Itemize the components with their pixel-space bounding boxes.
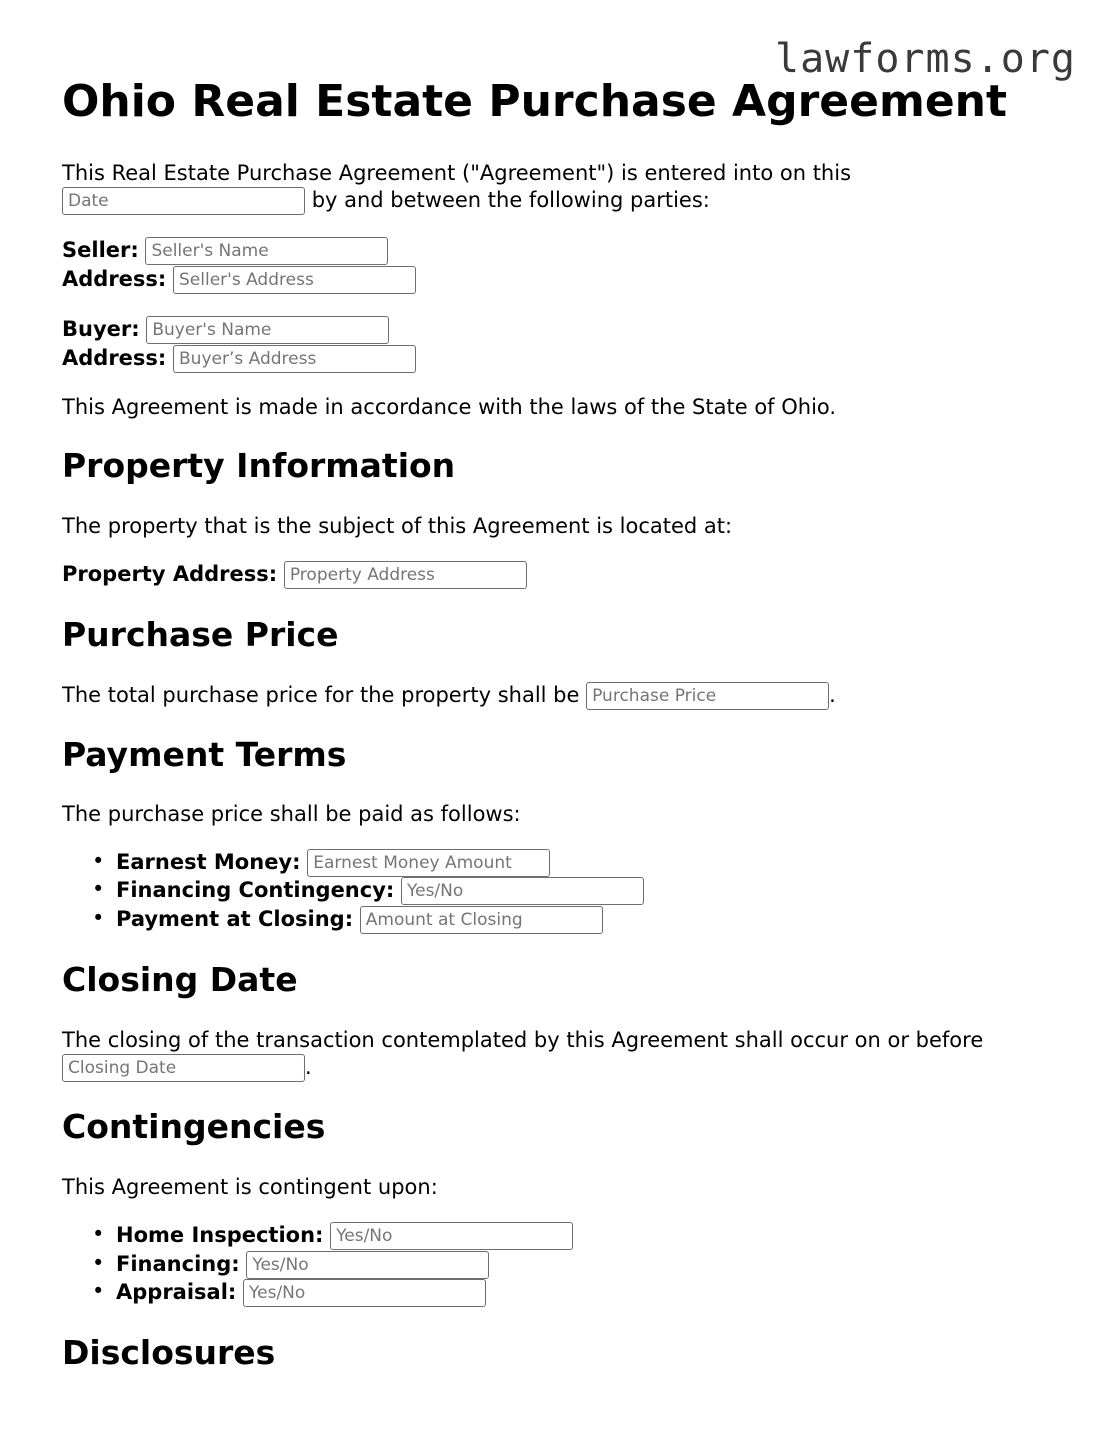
- financing-contingency-label: Financing Contingency:: [116, 878, 395, 902]
- contingency-item: [116, 1222, 573, 1250]
- financing-input[interactable]: [246, 1251, 489, 1279]
- bullet-icon: •: [92, 849, 105, 873]
- bullet-icon: •: [92, 906, 105, 930]
- closing-date-text: The closing of the transaction contemplated by this Agreement shall occur on or before: [62, 1028, 984, 1052]
- intro-date-row: [62, 187, 710, 215]
- closing-date-heading: Closing Date: [62, 960, 298, 999]
- buyer-label: Buyer:: [62, 317, 140, 341]
- earnest-money-input[interactable]: [307, 849, 550, 877]
- payment-item: [116, 906, 603, 934]
- seller-label: Seller:: [62, 238, 139, 262]
- contingency-item: [116, 1279, 486, 1307]
- seller-address-label: Address:: [62, 267, 167, 291]
- closing-date-input[interactable]: [62, 1054, 305, 1082]
- appraisal-label: Appraisal:: [116, 1280, 237, 1304]
- page-title: Ohio Real Estate Purchase Agreement: [62, 76, 1008, 127]
- payment-item: [116, 877, 644, 905]
- financing-contingency-input[interactable]: [401, 877, 644, 905]
- payment-terms-heading: Payment Terms: [62, 735, 347, 774]
- bullet-icon: •: [92, 1279, 105, 1303]
- appraisal-input[interactable]: [243, 1279, 486, 1307]
- property-heading: Property Information: [62, 446, 456, 485]
- home-inspection-input[interactable]: [330, 1222, 573, 1250]
- site-watermark: lawforms.org: [775, 36, 1076, 82]
- bullet-icon: •: [92, 1251, 105, 1275]
- purchase-price-text: The total purchase price for the property shall be: [62, 683, 580, 707]
- bullet-icon: •: [92, 1222, 105, 1246]
- contingencies-text: This Agreement is contingent upon:: [62, 1175, 438, 1199]
- buyer-address-input[interactable]: [173, 345, 416, 373]
- buyer-row: [62, 316, 389, 344]
- law-statement: This Agreement is made in accordance with the laws of the State of Ohio.: [62, 395, 837, 419]
- seller-name-input[interactable]: [145, 237, 388, 265]
- agreement-date-input[interactable]: [62, 187, 305, 215]
- purchase-price-input[interactable]: [586, 682, 829, 710]
- home-inspection-label: Home Inspection:: [116, 1223, 324, 1247]
- purchase-price-period: .: [829, 683, 836, 707]
- contingencies-heading: Contingencies: [62, 1107, 326, 1146]
- payment-at-closing-input[interactable]: [360, 906, 603, 934]
- property-text: The property that is the subject of this Agreement is located at:: [62, 514, 733, 538]
- closing-date-period: .: [305, 1055, 312, 1079]
- property-address-input[interactable]: [284, 561, 527, 589]
- disclosures-heading: Disclosures: [62, 1333, 276, 1372]
- financing-label: Financing:: [116, 1252, 240, 1276]
- payment-terms-text: The purchase price shall be paid as follows:: [62, 802, 521, 826]
- earnest-money-label: Earnest Money:: [116, 850, 301, 874]
- intro-text-continued: by and between the following parties:: [311, 188, 710, 212]
- seller-address-row: [62, 266, 416, 294]
- buyer-address-row: [62, 345, 416, 373]
- bullet-icon: •: [92, 877, 105, 901]
- contingency-item: [116, 1251, 489, 1279]
- payment-item: [116, 849, 550, 877]
- payment-at-closing-label: Payment at Closing:: [116, 907, 354, 931]
- seller-row: [62, 237, 388, 265]
- seller-address-input[interactable]: [173, 266, 416, 294]
- purchase-price-heading: Purchase Price: [62, 615, 339, 654]
- closing-date-row: [62, 1054, 312, 1082]
- property-address-label: Property Address:: [62, 562, 278, 586]
- intro-text: This Real Estate Purchase Agreement ("Agreement") is entered into on this: [62, 161, 852, 185]
- buyer-address-label: Address:: [62, 346, 167, 370]
- purchase-price-row: [62, 682, 836, 710]
- property-address-row: [62, 561, 527, 589]
- buyer-name-input[interactable]: [146, 316, 389, 344]
